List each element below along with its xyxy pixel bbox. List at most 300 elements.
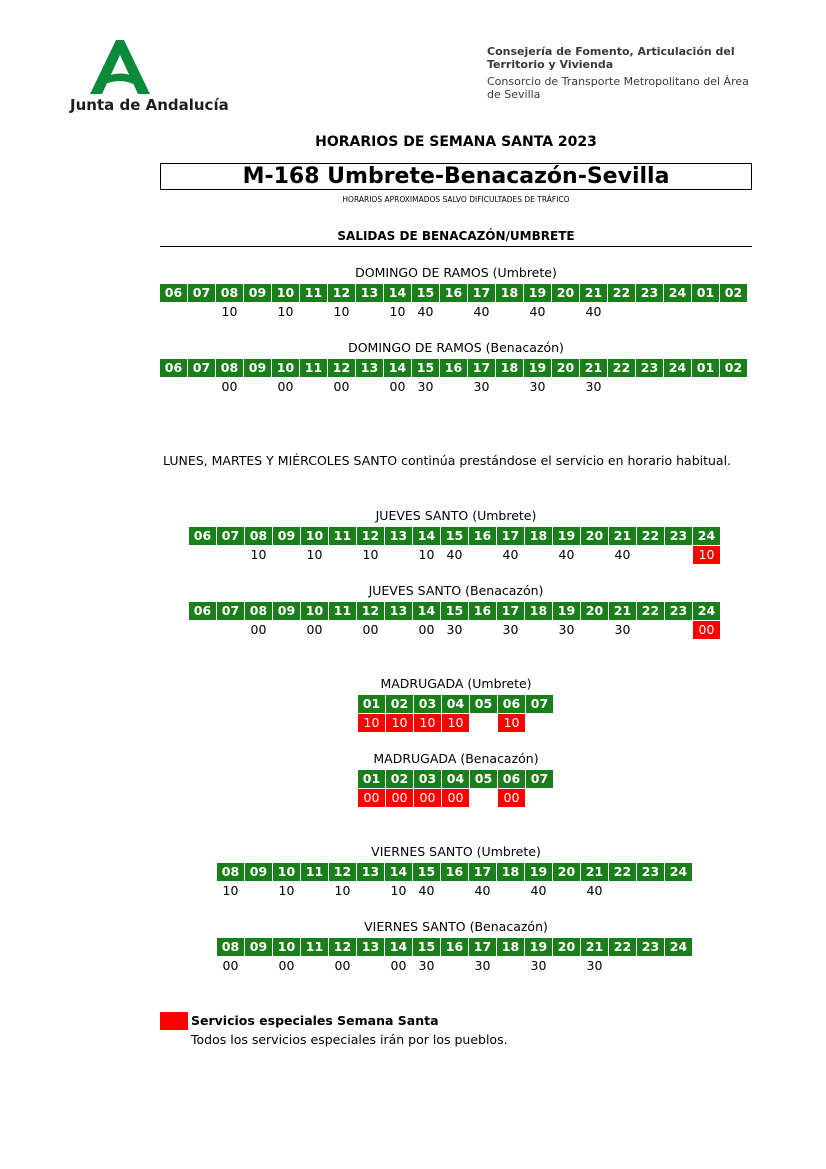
hour-cell: 23 [637, 863, 664, 881]
hour-cell: 09 [273, 602, 300, 620]
hour-cell: 09 [244, 359, 271, 377]
hour-cell: 17 [497, 527, 524, 545]
department-line-1: Consejería de Fomento, Articulación del [487, 45, 735, 58]
departure-cell: 30 [558, 622, 575, 637]
junta-logo [70, 38, 230, 118]
minute-row [189, 546, 721, 564]
hour-cell: 21 [609, 527, 636, 545]
junta-logo-icon [70, 38, 230, 96]
schedule-table [189, 527, 721, 564]
schedule-table [358, 695, 554, 732]
hour-cell: 08 [217, 863, 244, 881]
departure-cell [273, 621, 300, 639]
hour-cell: 13 [356, 284, 383, 302]
hour-cell: 10 [272, 284, 299, 302]
hour-cell: 15 [412, 359, 439, 377]
schedule-title: DOMINGO DE RAMOS (Umbrete) [355, 265, 557, 280]
departure-cell: 40 [529, 304, 546, 319]
departure-cell: 10 [221, 304, 238, 319]
hour-cell: 22 [637, 602, 664, 620]
departure-cell [469, 621, 496, 639]
route-title: M-168 Umbrete-Benacazón-Sevilla [160, 163, 752, 190]
hour-cell: 15 [412, 284, 439, 302]
consortium-line-1: Consorcio de Transporte Metropolitano del Área [487, 75, 749, 88]
departure-cell: 40 [417, 304, 434, 319]
schedule-table [217, 938, 693, 975]
departure-cell: 40 [585, 304, 602, 319]
hour-cell: 23 [665, 527, 692, 545]
departure-cell [244, 303, 271, 321]
departure-cell [441, 957, 468, 975]
departure-cell [665, 882, 692, 900]
hour-cell: 19 [553, 527, 580, 545]
departure-cell: 00 [362, 622, 379, 637]
departure-cell: 40 [558, 547, 575, 562]
special-departure-cell: 00 [693, 621, 720, 639]
hour-cell: 09 [273, 527, 300, 545]
hour-cell: 23 [665, 602, 692, 620]
hour-cell: 12 [357, 527, 384, 545]
hour-cell: 20 [581, 527, 608, 545]
hour-cell: 01 [692, 359, 719, 377]
hour-cell: 20 [552, 284, 579, 302]
schedule-title: MADRUGADA (Umbrete) [380, 676, 532, 691]
department-block [487, 45, 787, 101]
hour-cell: 18 [496, 284, 523, 302]
hour-row [358, 770, 554, 788]
hour-cell: 15 [413, 938, 440, 956]
special-departure-cell: 10 [414, 714, 441, 732]
departure-cell [356, 303, 383, 321]
hour-cell: 06 [160, 359, 187, 377]
hour-cell: 08 [245, 602, 272, 620]
hour-cell: 22 [609, 863, 636, 881]
departure-cell [581, 621, 608, 639]
divider [160, 246, 752, 247]
departure-cell: 10 [250, 547, 267, 562]
departure-cell [637, 546, 664, 564]
hour-cell: 02 [720, 284, 747, 302]
special-departure-cell: 00 [358, 789, 385, 807]
departure-cell: 10 [333, 304, 350, 319]
hour-cell: 23 [637, 938, 664, 956]
hour-cell: 11 [301, 863, 328, 881]
departure-cell: 30 [474, 958, 491, 973]
hour-cell: 24 [665, 863, 692, 881]
direction-heading: SALIDAS DE BENACAZÓN/UMBRETE [337, 229, 575, 243]
hour-cell: 15 [441, 602, 468, 620]
special-departure-cell: 10 [442, 714, 469, 732]
hour-cell: 17 [497, 602, 524, 620]
hour-cell: 09 [245, 863, 272, 881]
traffic-note: HORARIOS APROXIMADOS SALVO DIFICULTADES DE TRÁFICO [342, 195, 570, 204]
hour-cell: 21 [580, 284, 607, 302]
legend-swatch [160, 1012, 188, 1030]
hour-cell: 16 [441, 863, 468, 881]
hour-cell: 14 [385, 863, 412, 881]
departure-cell [217, 621, 244, 639]
hour-cell: 21 [580, 359, 607, 377]
departure-cell [469, 546, 496, 564]
departure-cell [244, 378, 271, 396]
hour-cell: 05 [470, 770, 497, 788]
hour-cell: 17 [469, 863, 496, 881]
hour-row [358, 695, 554, 713]
hour-cell: 04 [442, 770, 469, 788]
hour-cell: 19 [524, 284, 551, 302]
hour-cell: 12 [328, 359, 355, 377]
departure-cell [720, 303, 747, 321]
departure-cell: 00 [390, 958, 407, 973]
departure-cell: 10 [389, 304, 406, 319]
departure-cell [301, 957, 328, 975]
hour-cell: 20 [553, 938, 580, 956]
hour-cell: 21 [581, 863, 608, 881]
schedule-title: JUEVES SANTO (Benacazón) [368, 583, 544, 598]
hour-cell: 19 [524, 359, 551, 377]
hour-cell: 17 [468, 359, 495, 377]
hour-cell: 03 [414, 770, 441, 788]
hour-cell: 24 [693, 527, 720, 545]
departure-cell [637, 621, 664, 639]
departure-cell [385, 621, 412, 639]
hour-cell: 10 [301, 602, 328, 620]
departure-cell: 10 [222, 883, 239, 898]
hour-cell: 21 [581, 938, 608, 956]
departure-cell: 00 [418, 622, 435, 637]
departure-cell [245, 882, 272, 900]
departure-cell [329, 621, 356, 639]
departure-cell [188, 303, 215, 321]
hour-cell: 12 [329, 863, 356, 881]
departure-cell [245, 957, 272, 975]
info-text: LUNES, MARTES Y MIÉRCOLES SANTO continúa prestándose el servicio en horario habitual. [163, 453, 732, 468]
departure-cell: 10 [334, 883, 351, 898]
hour-cell: 13 [385, 602, 412, 620]
hour-cell: 17 [468, 284, 495, 302]
hour-cell: 12 [357, 602, 384, 620]
department-line-2: Territorio y Vivienda [487, 58, 614, 71]
departure-cell [664, 303, 691, 321]
departure-cell [329, 546, 356, 564]
schedule-title: MADRUGADA (Benacazón) [373, 751, 539, 766]
departure-cell: 40 [586, 883, 603, 898]
hour-cell: 21 [609, 602, 636, 620]
hour-cell: 22 [608, 359, 635, 377]
departure-cell [300, 303, 327, 321]
departure-cell [553, 882, 580, 900]
departure-cell [357, 957, 384, 975]
departure-cell [188, 378, 215, 396]
hour-cell: 07 [188, 284, 215, 302]
hour-cell: 19 [525, 863, 552, 881]
hour-cell: 06 [189, 527, 216, 545]
hour-cell: 07 [217, 527, 244, 545]
departure-cell: 00 [278, 958, 295, 973]
hour-cell: 02 [386, 695, 413, 713]
departure-cell [470, 789, 497, 807]
departure-cell: 00 [389, 379, 406, 394]
departure-cell [441, 882, 468, 900]
departure-cell: 30 [446, 622, 463, 637]
hour-cell: 11 [300, 359, 327, 377]
departure-cell: 00 [334, 958, 351, 973]
departure-cell: 00 [277, 379, 294, 394]
schedule-table [189, 602, 721, 639]
departure-cell [526, 714, 553, 732]
departure-cell [608, 303, 635, 321]
departure-cell: 40 [418, 883, 435, 898]
departure-cell [525, 621, 552, 639]
hour-cell: 18 [525, 602, 552, 620]
hour-cell: 05 [470, 695, 497, 713]
departure-cell: 00 [222, 958, 239, 973]
departure-cell [357, 882, 384, 900]
departure-cell [160, 378, 187, 396]
document-title: HORARIOS DE SEMANA SANTA 2023 [315, 134, 597, 150]
logo-text: Junta de Andalucía [70, 96, 229, 114]
departure-cell [664, 378, 691, 396]
schedule-table [160, 359, 748, 396]
hour-cell: 14 [413, 527, 440, 545]
special-departure-cell: 10 [693, 546, 720, 564]
departure-cell [300, 378, 327, 396]
hour-cell: 06 [189, 602, 216, 620]
hour-cell: 11 [301, 938, 328, 956]
departure-cell [609, 882, 636, 900]
hour-cell: 20 [553, 863, 580, 881]
departure-cell: 30 [502, 622, 519, 637]
hour-row [160, 359, 748, 377]
hour-cell: 01 [358, 695, 385, 713]
departure-cell: 40 [614, 547, 631, 562]
hour-cell: 06 [498, 770, 525, 788]
hour-cell: 24 [665, 938, 692, 956]
hour-cell: 16 [469, 527, 496, 545]
schedule-table [160, 284, 748, 321]
hour-cell: 09 [245, 938, 272, 956]
departure-cell [189, 546, 216, 564]
hour-row [189, 602, 721, 620]
departure-cell [665, 546, 692, 564]
hour-cell: 17 [469, 938, 496, 956]
hour-cell: 10 [273, 863, 300, 881]
hour-cell: 13 [385, 527, 412, 545]
departure-cell: 10 [362, 547, 379, 562]
departure-cell [637, 957, 664, 975]
hour-cell: 10 [301, 527, 328, 545]
special-departure-cell: 00 [498, 789, 525, 807]
departure-cell [553, 957, 580, 975]
departure-cell [526, 789, 553, 807]
hour-cell: 08 [217, 938, 244, 956]
departure-cell [552, 378, 579, 396]
hour-cell: 13 [356, 359, 383, 377]
departure-cell: 00 [333, 379, 350, 394]
hour-cell: 12 [328, 284, 355, 302]
departure-cell [497, 882, 524, 900]
hour-cell: 06 [160, 284, 187, 302]
departure-cell [356, 378, 383, 396]
hour-cell: 07 [217, 602, 244, 620]
hour-cell: 14 [385, 938, 412, 956]
special-departure-cell: 10 [386, 714, 413, 732]
departure-cell [609, 957, 636, 975]
hour-cell: 14 [384, 359, 411, 377]
hour-cell: 15 [413, 863, 440, 881]
hour-cell: 16 [440, 359, 467, 377]
hour-cell: 01 [692, 284, 719, 302]
hour-cell: 03 [414, 695, 441, 713]
minute-row [358, 714, 554, 732]
hour-cell: 13 [357, 938, 384, 956]
hour-cell: 09 [244, 284, 271, 302]
departure-cell: 30 [473, 379, 490, 394]
departure-cell [273, 546, 300, 564]
schedule-title: JUEVES SANTO (Umbrete) [375, 508, 537, 523]
departure-cell: 00 [221, 379, 238, 394]
departure-cell [692, 303, 719, 321]
departure-cell [665, 621, 692, 639]
special-departure-cell: 00 [386, 789, 413, 807]
departure-cell: 40 [473, 304, 490, 319]
departure-cell [525, 546, 552, 564]
hour-cell: 18 [497, 863, 524, 881]
departure-cell [496, 303, 523, 321]
hour-cell: 24 [664, 284, 691, 302]
hour-cell: 07 [526, 695, 553, 713]
special-departure-cell: 00 [442, 789, 469, 807]
departure-cell [636, 303, 663, 321]
hour-row [160, 284, 748, 302]
departure-cell: 40 [502, 547, 519, 562]
hour-cell: 06 [498, 695, 525, 713]
hour-cell: 18 [497, 938, 524, 956]
departure-cell: 10 [306, 547, 323, 562]
departure-cell: 30 [417, 379, 434, 394]
departure-cell [608, 378, 635, 396]
departure-cell [496, 378, 523, 396]
departure-cell: 30 [585, 379, 602, 394]
hour-cell: 04 [442, 695, 469, 713]
special-departure-cell: 10 [358, 714, 385, 732]
hour-cell: 01 [358, 770, 385, 788]
hour-cell: 07 [526, 770, 553, 788]
minute-row [160, 378, 748, 396]
departure-cell [692, 378, 719, 396]
hour-cell: 13 [357, 863, 384, 881]
minute-row [217, 882, 693, 900]
departure-cell: 30 [529, 379, 546, 394]
schedule-title: DOMINGO DE RAMOS (Benacazón) [348, 340, 564, 355]
departure-cell: 40 [474, 883, 491, 898]
hour-cell: 23 [636, 284, 663, 302]
departure-cell: 30 [418, 958, 435, 973]
departure-cell: 30 [530, 958, 547, 973]
departure-cell [497, 957, 524, 975]
hour-cell: 20 [552, 359, 579, 377]
departure-cell: 10 [277, 304, 294, 319]
hour-cell: 08 [216, 284, 243, 302]
hour-cell: 18 [496, 359, 523, 377]
departure-cell: 10 [278, 883, 295, 898]
departure-cell [637, 882, 664, 900]
minute-row [189, 621, 721, 639]
hour-cell: 02 [720, 359, 747, 377]
hour-cell: 14 [413, 602, 440, 620]
hour-cell: 14 [384, 284, 411, 302]
hour-cell: 10 [273, 938, 300, 956]
hour-cell: 11 [329, 527, 356, 545]
departure-cell [581, 546, 608, 564]
departure-cell [636, 378, 663, 396]
departure-cell: 40 [446, 547, 463, 562]
hour-cell: 11 [300, 284, 327, 302]
departure-cell [440, 303, 467, 321]
hour-cell: 19 [553, 602, 580, 620]
minute-row [160, 303, 748, 321]
hour-cell: 20 [581, 602, 608, 620]
departure-cell [552, 303, 579, 321]
hour-cell: 22 [608, 284, 635, 302]
departure-cell: 00 [250, 622, 267, 637]
departure-cell: 10 [418, 547, 435, 562]
hour-cell: 08 [216, 359, 243, 377]
departure-cell [217, 546, 244, 564]
departure-cell [160, 303, 187, 321]
consortium-line-2: de Sevilla [487, 88, 541, 101]
hour-cell: 16 [441, 938, 468, 956]
departure-cell: 40 [530, 883, 547, 898]
departure-cell [440, 378, 467, 396]
departure-cell [189, 621, 216, 639]
hour-cell: 08 [245, 527, 272, 545]
minute-row [217, 957, 693, 975]
hour-cell: 22 [609, 938, 636, 956]
departure-cell [385, 546, 412, 564]
hour-cell: 07 [188, 359, 215, 377]
hour-cell: 15 [441, 527, 468, 545]
schedule-title: VIERNES SANTO (Umbrete) [371, 844, 541, 859]
departure-cell [665, 957, 692, 975]
minute-row [358, 789, 554, 807]
schedule-table [217, 863, 693, 900]
hour-cell: 12 [329, 938, 356, 956]
hour-cell: 22 [637, 527, 664, 545]
hour-cell: 24 [664, 359, 691, 377]
hour-row [189, 527, 721, 545]
departure-cell: 10 [390, 883, 407, 898]
hour-cell: 24 [693, 602, 720, 620]
legend-note: Todos los servicios especiales irán por los pueblos. [191, 1032, 508, 1047]
special-departure-cell: 10 [498, 714, 525, 732]
departure-cell [720, 378, 747, 396]
departure-cell: 00 [306, 622, 323, 637]
departure-cell: 30 [586, 958, 603, 973]
hour-row [217, 938, 693, 956]
schedule-table [358, 770, 554, 807]
schedule-title: VIERNES SANTO (Benacazón) [364, 919, 548, 934]
hour-cell: 16 [469, 602, 496, 620]
hour-cell: 19 [525, 938, 552, 956]
departure-cell [470, 714, 497, 732]
hour-cell: 02 [386, 770, 413, 788]
hour-cell: 18 [525, 527, 552, 545]
special-departure-cell: 00 [414, 789, 441, 807]
legend-label: Servicios especiales Semana Santa [191, 1013, 439, 1028]
departure-cell [301, 882, 328, 900]
departure-cell: 30 [614, 622, 631, 637]
